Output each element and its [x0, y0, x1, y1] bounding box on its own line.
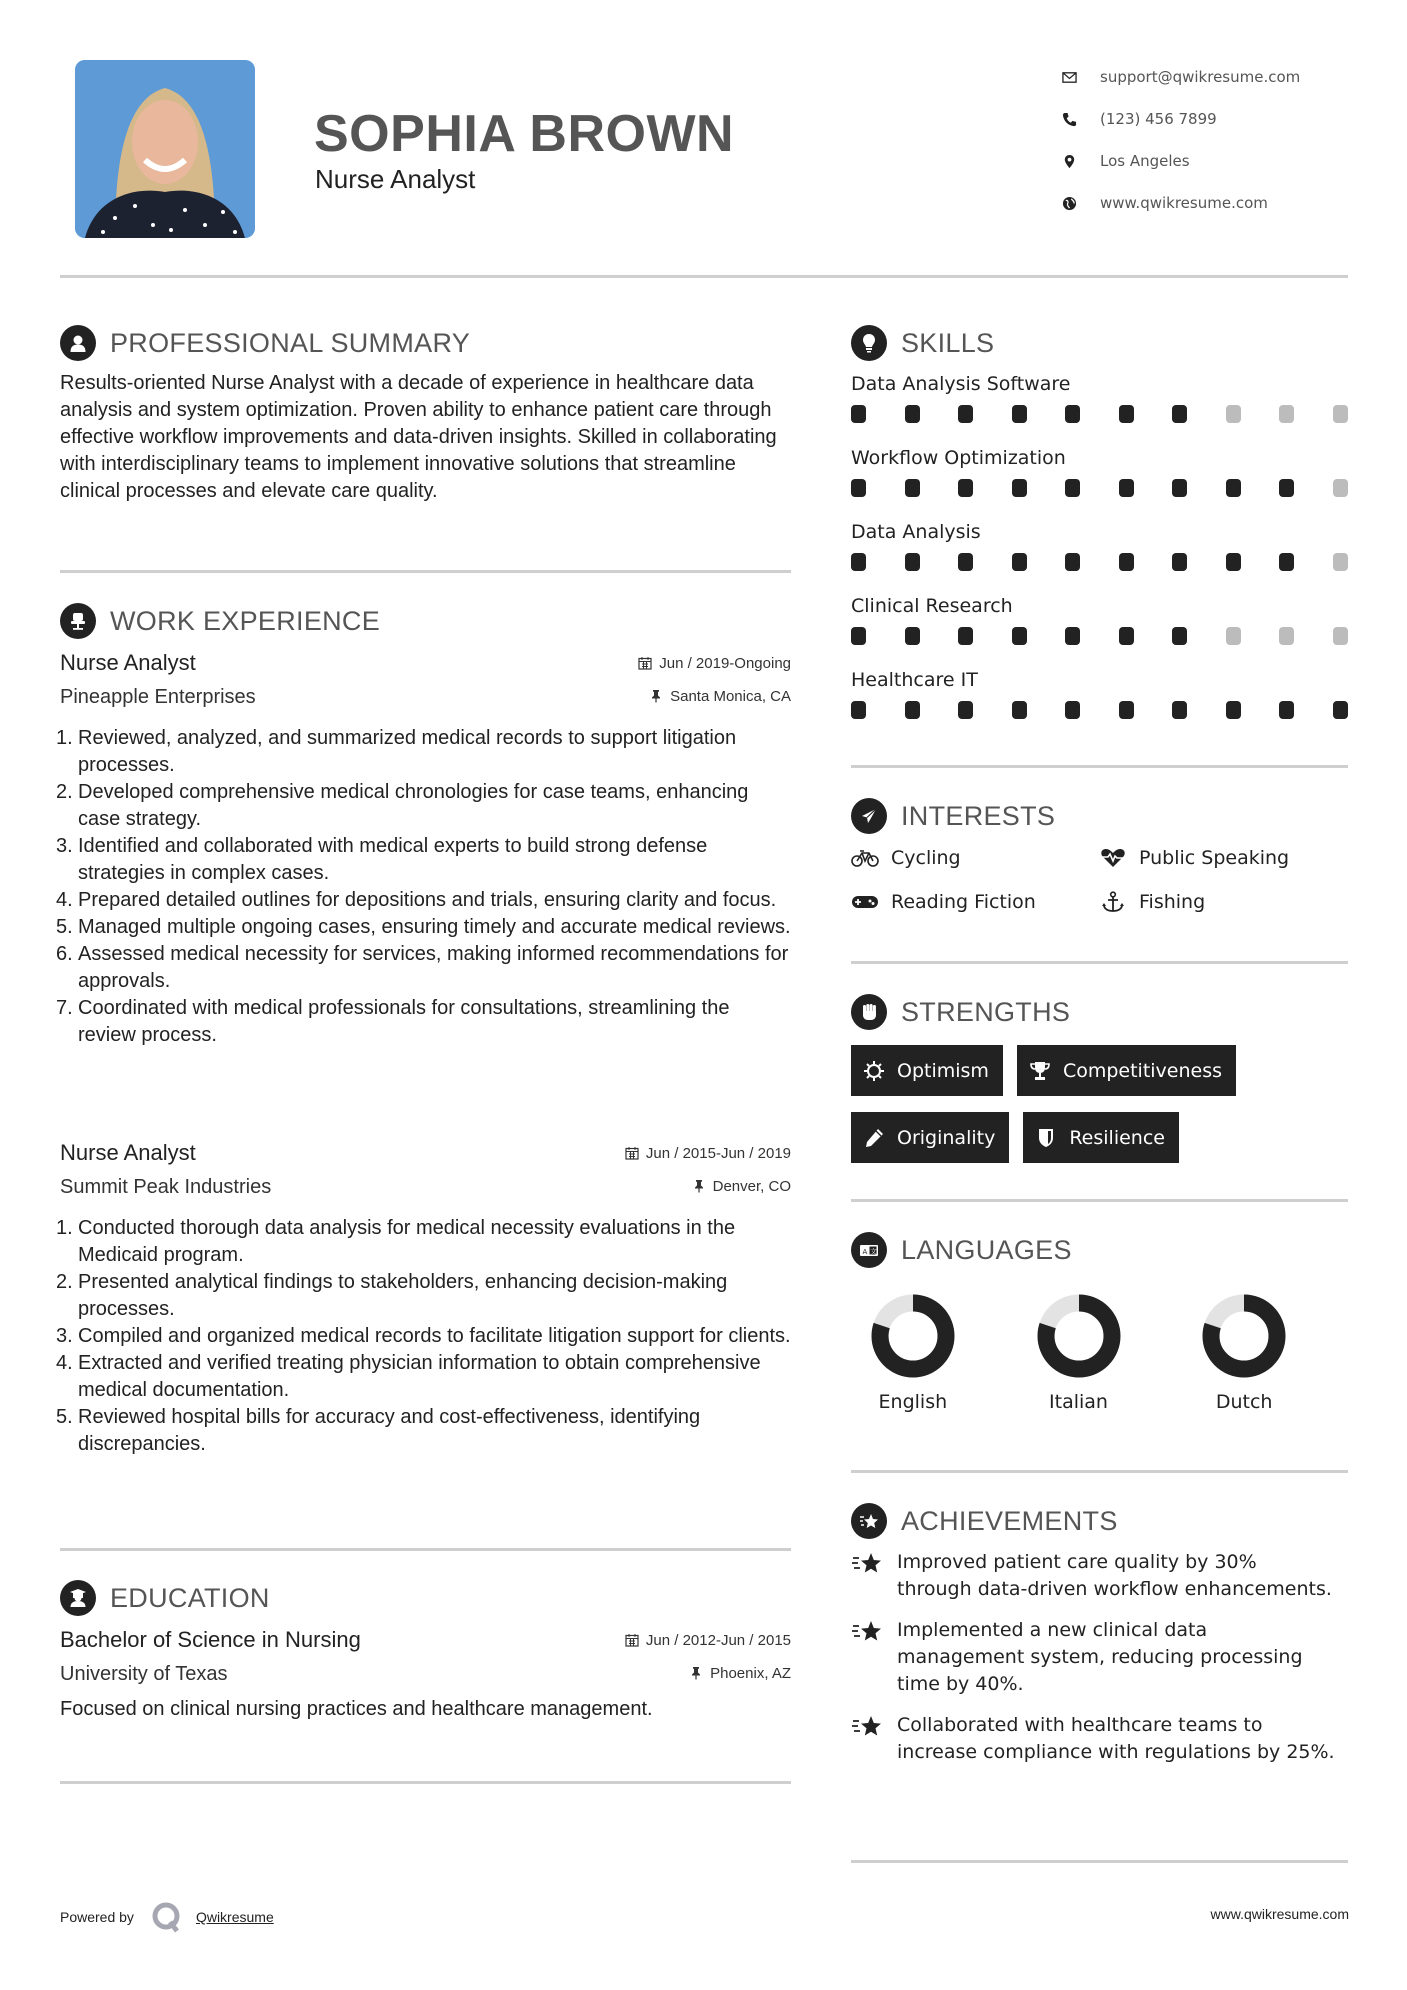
language-icon [851, 1232, 887, 1268]
skill-item [851, 443, 1348, 517]
calendar-icon [625, 1633, 639, 1647]
rating-dot-filled [851, 405, 866, 423]
rating-dot-filled [958, 627, 973, 645]
language-item [996, 1293, 1162, 1413]
rating-dot-filled [851, 479, 866, 497]
job-dates [625, 1145, 791, 1162]
rating-dot-empty [1279, 405, 1294, 423]
rating-dot-filled [1172, 701, 1187, 719]
rating-dot-filled [1172, 479, 1187, 497]
pushpin-icon [649, 689, 663, 703]
rating-dot-filled [1065, 627, 1080, 645]
rating-dot-empty [1226, 627, 1241, 645]
job-bullet: Reviewed hospital bills for accuracy and cost-effectiveness, identifying discrepancies. [78, 1406, 701, 1455]
job-bullet: Compiled and organized medical records to facilitate litigation support for clients. [78, 1325, 791, 1347]
rating-dot-filled [905, 701, 920, 719]
languages-title: LANGUAGES [901, 1234, 1072, 1265]
rating-dot-filled [1012, 627, 1027, 645]
job-title: Nurse Analyst [60, 1140, 196, 1165]
skill-name: Data Analysis [851, 521, 981, 543]
achievement-text: Collaborated with healthcare teams to increase compliance with regulations by 25%. [897, 1714, 1335, 1763]
contact-list [1062, 56, 1300, 224]
rating-dot-filled [1012, 405, 1027, 423]
rating-dot-empty [1333, 405, 1348, 423]
phone-icon [1062, 112, 1100, 127]
education-location [689, 1665, 791, 1682]
strength-label: Competitiveness [1062, 1059, 1223, 1082]
interest-item [851, 887, 1099, 917]
school: University of Texas [60, 1663, 228, 1685]
strength-label: Originality [897, 1126, 996, 1149]
interests-list [851, 843, 1348, 917]
job-bullet: Prepared detailed outlines for depositions and trials, ensuring clarity and focus. [78, 889, 777, 911]
rating-dot-filled [958, 405, 973, 423]
lightbulb-icon [851, 325, 887, 361]
rating-dot-filled [1065, 479, 1080, 497]
strengths-title: STRENGTHS [901, 996, 1071, 1027]
job-bullet: Developed comprehensive medical chronologies for case teams, enhancing case strategy. [78, 781, 749, 830]
paper-plane-icon [851, 798, 887, 834]
job-dates [638, 655, 791, 672]
contact-location [1062, 140, 1300, 182]
rating-dot-filled [905, 553, 920, 571]
interest-item [1099, 887, 1348, 917]
rating-dot-filled [1119, 701, 1134, 719]
achievement-item [851, 1549, 1348, 1603]
shield-icon [1035, 1127, 1057, 1149]
office-chair-icon [60, 603, 96, 639]
education-divider [60, 1781, 791, 1784]
fist-icon [851, 994, 887, 1030]
skill-name: Healthcare IT [851, 669, 978, 691]
rating-dot-filled [1172, 627, 1187, 645]
rating-dot-filled [1119, 405, 1134, 423]
summary-heading [60, 325, 470, 361]
footer-website[interactable]: www.qwikresume.com [1210, 1906, 1349, 1922]
rating-dot-filled [1012, 553, 1027, 571]
rating-dot-filled [1065, 701, 1080, 719]
achievement-text: Implemented a new clinical data management system, reducing processing time by 40%. [897, 1619, 1303, 1695]
svg-text:A: A [862, 1248, 868, 1256]
rating-dot-filled [958, 553, 973, 571]
strength-chip [851, 1112, 1009, 1163]
interest-item [851, 843, 1099, 873]
pencil-icon [863, 1127, 885, 1149]
rating-dot-filled [1226, 701, 1241, 719]
rating-dot-filled [1119, 553, 1134, 571]
language-proficiency-donut [1036, 1293, 1122, 1379]
job-bullet: Managed multiple ongoing cases, ensuring timely and accurate medical reviews. [78, 916, 791, 938]
rating-dot-filled [905, 627, 920, 645]
skill-rating [851, 399, 1348, 443]
interests-heading [851, 798, 1055, 834]
languages-heading [851, 1232, 1072, 1268]
skill-rating [851, 695, 1348, 739]
rating-dot-filled [1065, 405, 1080, 423]
contact-email[interactable] [1062, 56, 1300, 98]
job-title: Nurse Analyst [60, 650, 196, 675]
strength-chip [1017, 1045, 1236, 1096]
job-bullet: Conducted thorough data analysis for medical necessity evaluations in the Medicaid program. [78, 1217, 736, 1266]
footer-powered-by [60, 1900, 274, 1934]
job-bullet: Presented analytical findings to stakeholders, enhancing decision-making processes. [78, 1271, 728, 1320]
strength-label: Resilience [1069, 1126, 1165, 1149]
calendar-icon [625, 1146, 639, 1160]
rating-dot-filled [851, 553, 866, 571]
skill-name: Workflow Optimization [851, 447, 1066, 469]
rating-dot-filled [1012, 701, 1027, 719]
rating-dot-filled [1279, 553, 1294, 571]
rating-dot-filled [1172, 553, 1187, 571]
trophy-icon [1029, 1060, 1051, 1082]
skills-list [851, 369, 1348, 739]
rating-dot-filled [958, 479, 973, 497]
rating-dot-filled [1119, 627, 1134, 645]
rating-dot-empty [1279, 627, 1294, 645]
language-name: English [878, 1391, 948, 1413]
job-bullet: Reviewed, analyzed, and summarized medical records to support litigation processes. [78, 727, 737, 776]
achievements-heading [851, 1503, 1118, 1539]
job-location-text: Denver, CO [712, 1177, 791, 1195]
bicycle-icon [851, 847, 879, 869]
achievements-divider [851, 1860, 1348, 1863]
language-proficiency-donut [1201, 1293, 1287, 1379]
rating-dot-filled [1119, 479, 1134, 497]
contact-phone-text: (123) 456 7899 [1100, 110, 1217, 128]
job-bullets [60, 1215, 791, 1458]
header-divider [60, 275, 1348, 278]
shooting-star-icon [851, 1713, 883, 1741]
job-dates-text: Jun / 2015-Jun / 2019 [645, 1144, 791, 1162]
language-name: Dutch [1215, 1391, 1273, 1413]
language-proficiency-donut [870, 1293, 956, 1379]
rating-dot-filled [1172, 405, 1187, 423]
job-company: Summit Peak Industries [60, 1176, 272, 1198]
shooting-star-icon [851, 1550, 883, 1578]
contact-location-text: Los Angeles [1100, 152, 1190, 170]
achievement-item [851, 1617, 1348, 1698]
job-location [649, 688, 791, 705]
skills-heading [851, 325, 994, 361]
job-dates-text: Jun / 2019-Ongoing [659, 654, 791, 672]
education-location-text: Phoenix, AZ [710, 1664, 791, 1682]
job-entry [60, 1140, 791, 1458]
rating-dot-empty [1333, 479, 1348, 497]
skill-item [851, 665, 1348, 739]
rating-dot-filled [1012, 479, 1027, 497]
qwikresume-logo-icon [150, 1900, 184, 1934]
rating-dot-filled [905, 405, 920, 423]
achievements-list [851, 1549, 1348, 1780]
candidate-name: SOPHIA BROWN [314, 105, 735, 163]
job-location [692, 1178, 791, 1195]
contact-website-text: www.qwikresume.com [1100, 194, 1268, 212]
skills-divider [851, 765, 1348, 768]
job-bullets [60, 725, 791, 1049]
education-description: Focused on clinical nursing practices and healthcare management. [60, 1698, 653, 1720]
rating-dot-filled [1279, 479, 1294, 497]
language-item [830, 1293, 996, 1413]
achievements-title: ACHIEVEMENTS [901, 1505, 1118, 1536]
rating-dot-filled [1226, 479, 1241, 497]
rating-dot-filled [905, 479, 920, 497]
contact-website[interactable] [1062, 182, 1300, 224]
job-bullet: Coordinated with medical professionals for consultations, streamlining the review process. [78, 997, 730, 1046]
achievement-text: Improved patient care quality by 30% through data-driven workflow enhancements. [897, 1551, 1332, 1600]
star-badge-icon [851, 1503, 887, 1539]
strengths-heading [851, 994, 1070, 1030]
pushpin-icon [689, 1666, 703, 1680]
rating-dot-filled [1065, 553, 1080, 571]
education-dates-text: Jun / 2012-Jun / 2015 [645, 1631, 791, 1649]
summary-divider [60, 570, 791, 573]
rating-dot-empty [1333, 627, 1348, 645]
skill-rating [851, 547, 1348, 591]
envelope-icon [1062, 70, 1100, 85]
globe-icon [1062, 196, 1100, 211]
strength-chip [851, 1045, 1003, 1096]
rating-dot-filled [851, 627, 866, 645]
interest-label: Reading Fiction [891, 891, 1036, 913]
experience-heading [60, 603, 380, 639]
summary-title: PROFESSIONAL SUMMARY [110, 327, 471, 358]
education-heading [60, 1580, 270, 1616]
interests-divider [851, 961, 1348, 964]
svg-text:文: 文 [870, 1247, 877, 1256]
languages-list [830, 1293, 1327, 1413]
user-icon [60, 325, 96, 361]
candidate-title: Nurse Analyst [315, 164, 476, 194]
degree: Bachelor of Science in Nursing [60, 1627, 361, 1652]
shooting-star-icon [851, 1618, 883, 1646]
interest-label: Cycling [891, 847, 961, 869]
rating-dot-filled [958, 701, 973, 719]
skill-rating [851, 621, 1348, 665]
skill-item [851, 369, 1348, 443]
rating-dot-filled [1226, 553, 1241, 571]
job-location-text: Santa Monica, CA [670, 687, 791, 705]
education-entry [60, 1627, 791, 1723]
anchor-icon [1099, 891, 1127, 913]
calendar-icon [638, 656, 652, 670]
skills-title: SKILLS [901, 327, 995, 358]
skill-item [851, 517, 1348, 591]
job-entry [60, 650, 791, 1049]
rating-dot-filled [851, 701, 866, 719]
languages-divider [851, 1470, 1348, 1473]
strengths-list [851, 1045, 1348, 1163]
powered-by-label: Powered by [60, 1909, 134, 1925]
job-bullet: Extracted and verified treating physician information to obtain comprehensive medical documentation. [78, 1352, 761, 1401]
rating-dot-filled [1333, 701, 1348, 719]
education-title: EDUCATION [110, 1582, 270, 1613]
rating-dot-filled [1279, 701, 1294, 719]
job-bullet: Identified and collaborated with medical experts to build strong defense strategies in complex cases. [78, 835, 708, 884]
interests-title: INTERESTS [901, 800, 1056, 831]
job-bullet: Assessed medical necessity for services, making informed recommendations for approvals. [78, 943, 789, 992]
job-company: Pineapple Enterprises [60, 686, 256, 708]
graduate-icon [60, 1580, 96, 1616]
strength-chip [1023, 1112, 1179, 1163]
contact-email-text: support@qwikresume.com [1100, 68, 1301, 86]
experience-title: WORK EXPERIENCE [110, 605, 381, 636]
language-name: Italian [1049, 1391, 1108, 1413]
gamepad-icon [851, 891, 879, 913]
interest-label: Public Speaking [1139, 847, 1290, 869]
skill-name: Clinical Research [851, 595, 1013, 617]
education-dates [625, 1632, 791, 1649]
interest-item [1099, 843, 1348, 873]
map-marker-icon [1062, 154, 1100, 169]
skill-item [851, 591, 1348, 665]
strength-label: Optimism [897, 1059, 989, 1082]
experience-divider [60, 1548, 791, 1551]
skill-name: Data Analysis Software [851, 373, 1071, 395]
language-item [1161, 1293, 1327, 1413]
sun-icon [863, 1060, 885, 1082]
skill-rating [851, 473, 1348, 517]
strengths-divider [851, 1199, 1348, 1202]
qwikresume-link[interactable]: Qwikresume [195, 1909, 274, 1925]
pushpin-icon [692, 1179, 706, 1193]
avatar-illustration [75, 60, 255, 238]
heartbeat-icon [1099, 847, 1127, 869]
summary-text: Results-oriented Nurse Analyst with a decade of experience in healthcare data analysis and system optimization. Proven ability to enhance patient care through effective workflow improvements and data-driven insights. Skilled in collaborating with interdisciplinary teams to implement innovative solutions that streamline clinical processes and elevate care quality. [60, 372, 777, 502]
profile-photo [75, 60, 255, 238]
achievement-item [851, 1712, 1348, 1766]
rating-dot-empty [1226, 405, 1241, 423]
contact-phone[interactable] [1062, 98, 1300, 140]
interest-label: Fishing [1139, 891, 1206, 913]
rating-dot-empty [1333, 553, 1348, 571]
